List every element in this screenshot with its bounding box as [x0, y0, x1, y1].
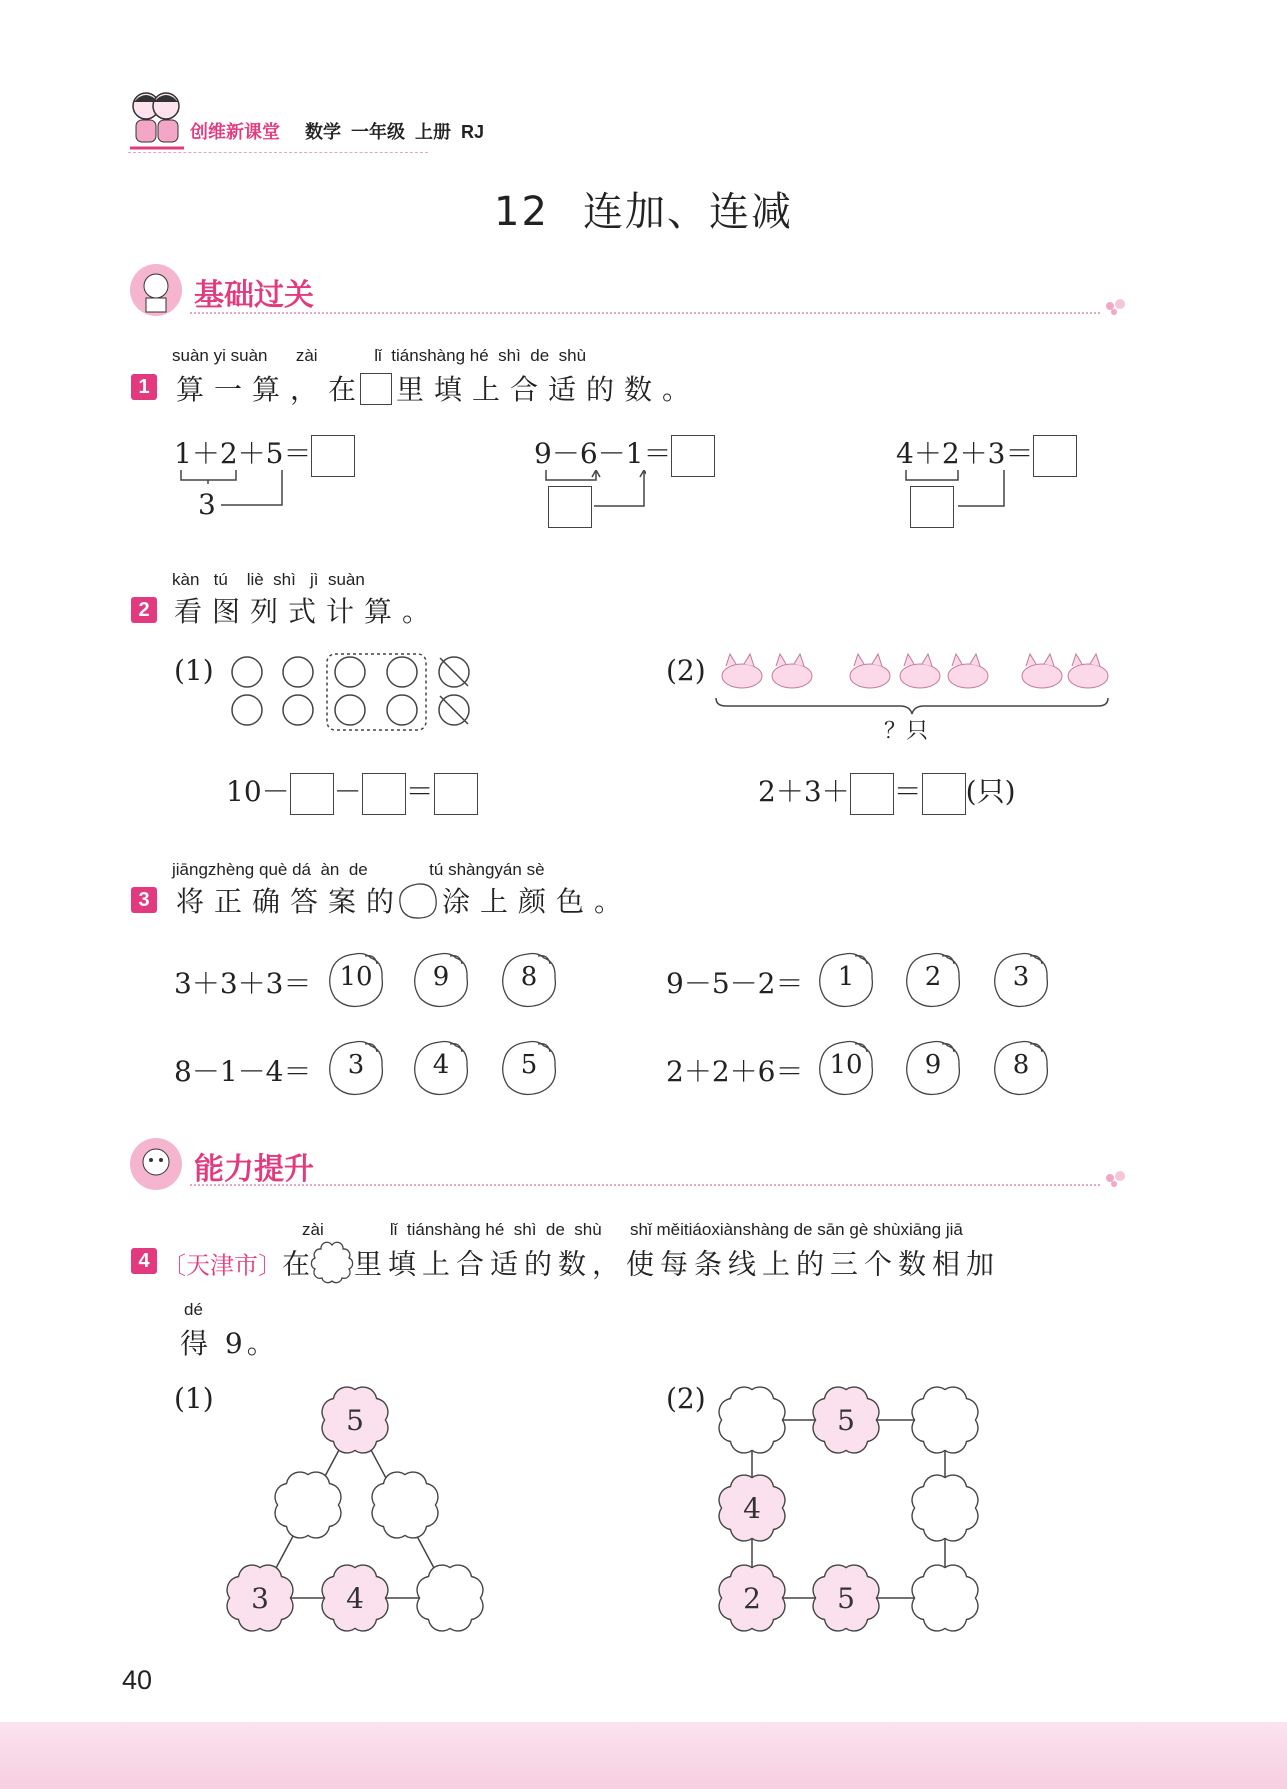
q2-p2-question: ？只 [884, 719, 929, 744]
q1-text-b: 里填上合适的数。 [396, 373, 701, 406]
flower-blank[interactable] [417, 1565, 483, 1631]
pinyin: tú [429, 860, 444, 879]
pinyin: hé [469, 346, 489, 365]
page-number: 40 [122, 1665, 153, 1695]
pinyin: què [258, 860, 288, 879]
option-value: 2 [924, 962, 942, 992]
pinyin: hé [485, 1220, 505, 1239]
book-info: 数学 一年级 上册 RJ [305, 122, 485, 142]
q3-text-a: 将正确答案的 [176, 885, 405, 918]
q3-text-b: 涂上颜色。 [442, 885, 633, 918]
q1-eq1-partial: 3 [198, 488, 216, 521]
pinyin: zài [302, 1220, 324, 1239]
pinyin: dá [292, 860, 312, 879]
flower-blank[interactable] [719, 1387, 785, 1453]
flower-icon [912, 1475, 978, 1541]
pinyin: xiàn [711, 1220, 743, 1239]
q2-p1-label: (1) [174, 654, 214, 687]
pinyin: sān [817, 1220, 845, 1239]
pinyin: měi [656, 1220, 684, 1239]
pinyin: jiā [945, 1220, 963, 1239]
option-value: 5 [520, 1050, 538, 1080]
pinyin: tián [391, 346, 419, 365]
flower-blank[interactable] [912, 1475, 978, 1541]
option-value: 10 [829, 1050, 863, 1080]
flower-given [719, 1565, 785, 1631]
flower-given [813, 1387, 879, 1453]
pinyin: jì [310, 570, 319, 589]
flower-icon [912, 1387, 978, 1453]
section-title-advanced: 能力提升 [194, 1152, 314, 1187]
q1-number: 1 [131, 374, 157, 400]
pinyin: de [793, 1220, 813, 1239]
pinyin: de [545, 1220, 565, 1239]
pinyin: tiáo [683, 1220, 712, 1239]
pinyin: kàn [172, 570, 200, 589]
flower-given [322, 1565, 388, 1631]
option-value: 8 [520, 962, 538, 992]
pinyin: yi [213, 346, 226, 365]
flower-blank[interactable] [912, 1565, 978, 1631]
option-value: 9 [432, 962, 450, 992]
lesson-name: 连加、连减 [582, 189, 793, 235]
pinyin: shì [273, 570, 296, 589]
pinyin: suàn [327, 570, 365, 589]
q2-p2-label: (2) [666, 654, 706, 687]
q4-pinyin-2: dé [184, 1300, 203, 1319]
q3-equation: 2＋2＋6＝ [666, 1055, 804, 1088]
flower-number: 4 [346, 1582, 364, 1615]
pinyin: shì [513, 1220, 537, 1239]
flower-icon [275, 1472, 341, 1538]
pinyin: shù [574, 1220, 602, 1239]
pinyin: àn [320, 860, 340, 879]
flower-blank[interactable] [275, 1472, 341, 1538]
pinyin: suàn [230, 346, 268, 365]
section-title-basic: 基础过关 [194, 278, 314, 313]
q3-equation: 9－5－2＝ [666, 967, 804, 1000]
flower-number: 5 [837, 1582, 855, 1615]
option-value: 3 [347, 1050, 365, 1080]
pinyin: shàng [434, 1220, 481, 1239]
pinyin: tú [213, 570, 228, 589]
pinyin: jiāng [172, 860, 208, 879]
pinyin: shàng [742, 1220, 789, 1239]
pinyin: shù [873, 1220, 901, 1239]
flower-number: 4 [743, 1492, 761, 1525]
eq-start: 10－ [226, 775, 290, 808]
q1-eq3-text: 4＋2＋3＝ [896, 437, 1034, 470]
eq-op: ＝ [893, 775, 922, 808]
flower-icon [417, 1565, 483, 1631]
pinyin: yán [494, 860, 522, 879]
pinyin: de [530, 346, 550, 365]
q3-number: 3 [131, 887, 157, 913]
q2-number: 2 [131, 597, 157, 623]
option-value: 4 [432, 1050, 450, 1080]
q4-number: 4 [131, 1248, 157, 1274]
flower-given [322, 1387, 388, 1453]
pinyin: sè [526, 860, 545, 879]
q3-equation: 8－1－4＝ [174, 1055, 312, 1088]
flower-icon [372, 1472, 438, 1538]
flower-given [719, 1475, 785, 1541]
pinyin: suàn [172, 346, 209, 365]
flower-given [813, 1565, 879, 1631]
source-tag: 〔天津市〕 [162, 1251, 282, 1280]
flower-blank[interactable] [372, 1472, 438, 1538]
pinyin: shù [558, 346, 587, 365]
pinyin: lǐ [374, 346, 382, 365]
q1-text-a: 算一算，在 [176, 373, 367, 406]
pinyin: tián [406, 1220, 435, 1239]
option-value: 1 [837, 962, 855, 992]
pinyin: de [348, 860, 368, 879]
flower-number: 2 [743, 1582, 761, 1615]
pinyin: zài [295, 346, 318, 365]
pinyin: shì [498, 346, 521, 365]
pinyin: gè [849, 1220, 869, 1239]
pinyin: xiāng [900, 1220, 942, 1239]
flower-blank[interactable] [912, 1387, 978, 1453]
option-value: 3 [1012, 962, 1030, 992]
q2-text: 看图列式计算。 [174, 595, 441, 628]
q4-text-a: 在 [282, 1247, 317, 1281]
q4-text-c: 得 9。 [180, 1327, 279, 1360]
footer-band [0, 1722, 1287, 1789]
option-value: 9 [924, 1050, 942, 1080]
lesson-number: 12 [494, 189, 549, 235]
unit: (只) [965, 775, 1016, 808]
eq-op: － [333, 775, 362, 808]
flower-number: 5 [837, 1404, 855, 1437]
option-value: 8 [1012, 1050, 1030, 1080]
q4-p2-label: (2) [666, 1382, 706, 1415]
flower-icon [719, 1387, 785, 1453]
q1-eq1-text: 1＋2＋5＝ [174, 437, 312, 470]
pinyin: shàng [418, 346, 466, 365]
brand-name: 创维新课堂 [190, 122, 280, 142]
pinyin: lǐ [389, 1220, 398, 1239]
option-value: 10 [339, 962, 373, 992]
q4-text-b: 里填上合适的数，使每条线上的三个数相加 [354, 1247, 1001, 1281]
pinyin: shǐ [630, 1220, 652, 1239]
pinyin: shàng [448, 860, 495, 879]
pinyin: zhèng [207, 860, 255, 879]
q1-eq2-text: 9－6－1＝ [534, 437, 672, 470]
pinyin: liè [246, 570, 264, 589]
q4-p1-label: (1) [174, 1382, 214, 1415]
flower-icon [912, 1565, 978, 1631]
flower-number: 3 [251, 1582, 269, 1615]
flower-number: 5 [346, 1404, 364, 1437]
q3-equation: 3＋3＋3＝ [174, 967, 312, 1000]
eq-op: ＝ [405, 775, 434, 808]
flower-given [227, 1565, 293, 1631]
eq-start: 2＋3＋ [758, 775, 850, 808]
